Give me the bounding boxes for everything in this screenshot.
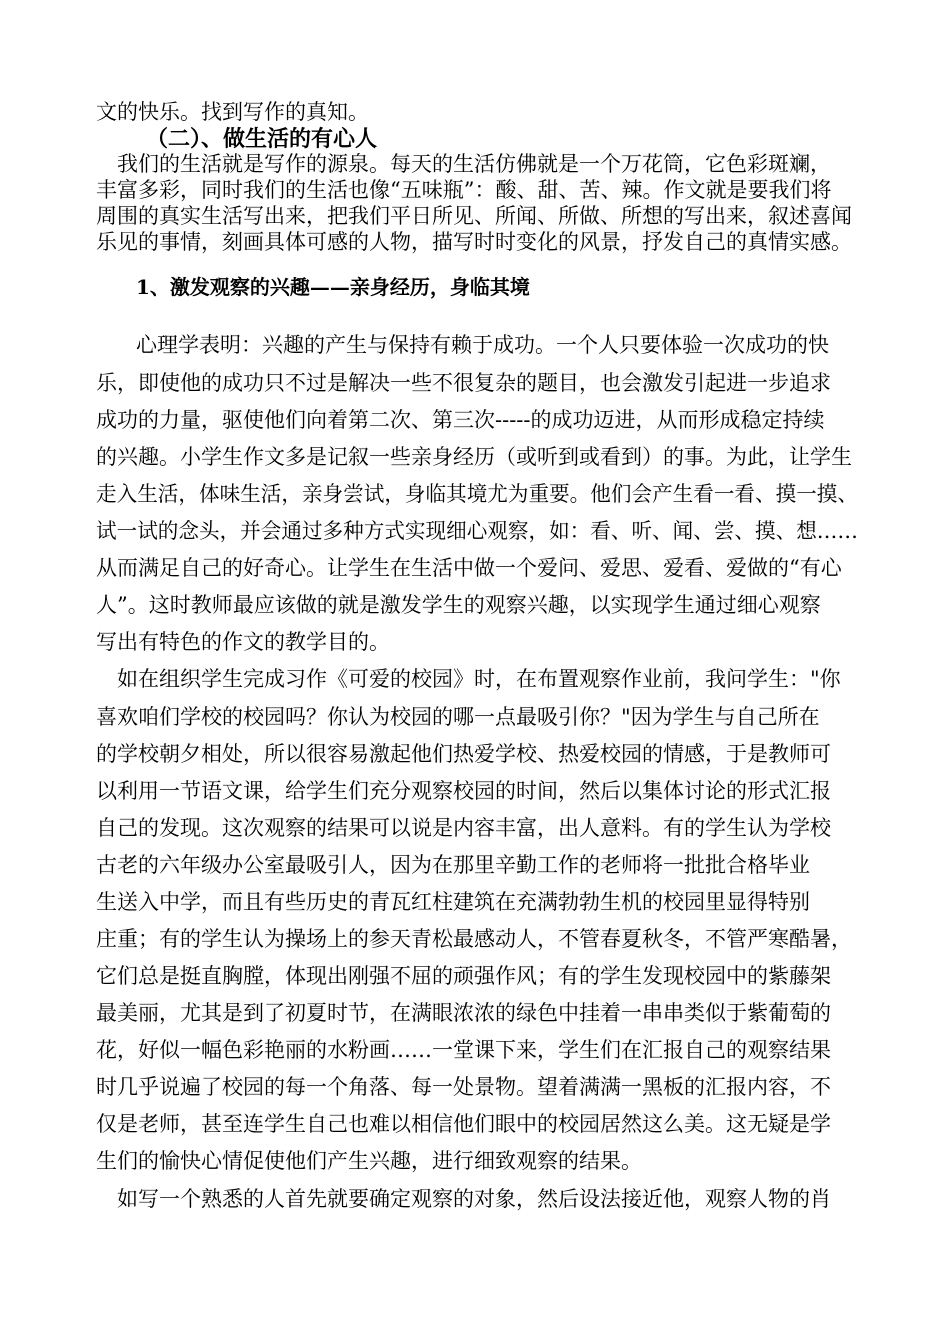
para3-line: 如在组织学生完成习作《可爱的校园》时，在布置观察作业前，我问学生："你: [117, 667, 841, 691]
para2-line: 试一试的念头，并会通过多种方式实现细心观察，如：看、听、闻、尝、摸、想……: [96, 519, 859, 543]
para4-line: 如写一个熟悉的人首先就要确定观察的对象，然后设法接近他，观察人物的肖: [117, 1187, 831, 1211]
para3-line: 仅是老师，甚至连学生自己也难以相信他们眼中的校园居然这么美。这无疑是学: [96, 1112, 831, 1136]
para2-line: 从而满足自己的好奇心。让学生在生活中做一个爱问、爱思、爱看、爱做的“有心: [96, 556, 842, 580]
para1-line: 周围的真实生活写出来，把我们平日所见、所闻、所做、所想的写出来，叙述喜闻: [96, 204, 852, 228]
para2-line: 心理学表明：兴趣的产生与保持有赖于成功。一个人只要体验一次成功的快: [136, 333, 829, 357]
intro-line: 文的快乐。找到写作的真知。: [96, 100, 369, 124]
para2-line: 乐，即使他的成功只不过是解决一些不很复杂的题目，也会激发引起进一步追求: [96, 371, 831, 395]
para3-line: 喜欢咱们学校的校园吗？你认为校园的哪一点最吸引你？"因为学生与自己所在: [96, 705, 820, 729]
para2-line: 走入生活，体味生活，亲身尝试，身临其境尤为重要。他们会产生看一看、摸一摸、: [96, 482, 859, 506]
para1-line: 我们的生活就是写作的源泉。每天的生活仿佛就是一个万花筒，它色彩斑斓，: [117, 152, 831, 176]
section-heading: （二）、做生活的有心人: [146, 126, 378, 152]
para3-line: 的学校朝夕相处，所以很容易激起他们热爱学校、热爱校园的情感，于是教师可: [96, 742, 831, 766]
para3-line: 古老的六年级办公室最吸引人，因为在那里辛勤工作的老师将一批批合格毕业: [96, 853, 810, 877]
para3-line: 它们总是挺直胸膛，体现出刚强不屈的顽强作风；有的学生发现校园中的紫藤架: [96, 964, 831, 988]
para3-line: 生们的愉快心情促使他们产生兴趣，进行细致观察的结果。: [96, 1149, 642, 1173]
para1-line: 丰富多彩，同时我们的生活也像“五味瓶”：酸、甜、苦、辣。作文就是要我们将: [96, 178, 832, 202]
subheading: 1、激发观察的兴趣——亲身经历，身临其境: [136, 275, 530, 299]
para3-line: 时几乎说遍了校园的每一个角落、每一处景物。望着满满一黑板的汇报内容，不: [96, 1075, 831, 1099]
para3-line: 以利用一节语文课，给学生们充分观察校园的时间，然后以集体讨论的形式汇报: [96, 779, 831, 803]
para2-line: 写出有特色的作文的教学目的。: [96, 630, 390, 654]
para1-line: 乐见的事情，刻画具体可感的人物，描写时时变化的风景，抒发自己的真情实感。: [96, 230, 852, 254]
para3-line: 自己的发现。这次观察的结果可以说是内容丰富，出人意料。有的学生认为学校: [96, 816, 831, 840]
para3-line: 庄重；有的学生认为操场上的参天青松最感动人，不管春夏秋冬，不管严寒酷暑，: [96, 927, 852, 951]
para2-line: 成功的力量，驱使他们向着第二次、第三次-----的成功迈进，从而形成稳定持续: [96, 408, 825, 432]
para3-line: 生送入中学，而且有些历史的青瓦红柱建筑在充满勃勃生机的校园里显得特别: [96, 890, 810, 914]
para3-line: 花，好似一幅色彩艳丽的水粉画……一堂课下来，学生们在汇报自己的观察结果: [96, 1038, 831, 1062]
para2-line: 的兴趣。小学生作文多是记叙一些亲身经历（或听到或看到）的事。为此，让学生: [96, 445, 852, 469]
para2-line: 人”。这时教师最应该做的就是激发学生的观察兴趣，以实现学生通过细心观察: [96, 593, 821, 617]
para3-line: 最美丽，尤其是到了初夏时节，在满眼浓浓的绿色中挂着一串串类似于紫葡萄的: [96, 1001, 831, 1025]
